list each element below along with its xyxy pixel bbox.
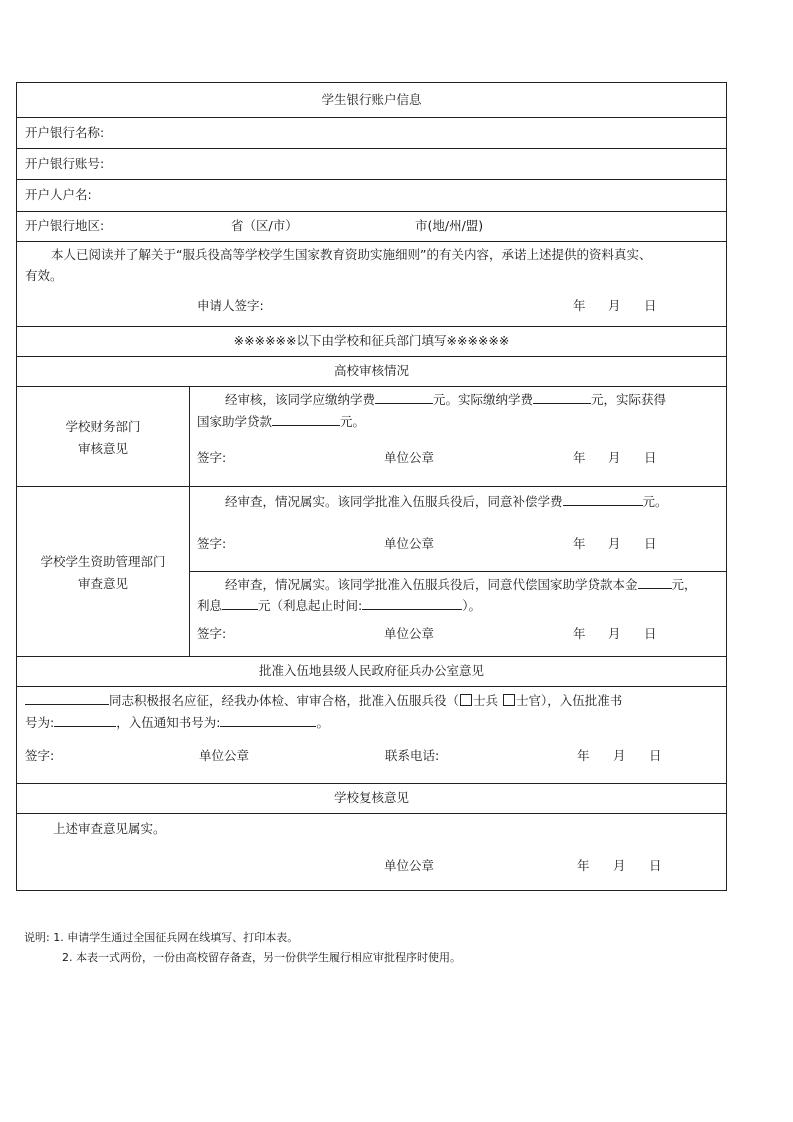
row-divider bbox=[17, 656, 726, 657]
row-divider bbox=[17, 783, 726, 784]
date-month: 月 bbox=[608, 450, 621, 465]
date-day: 日 bbox=[644, 626, 657, 641]
row-divider bbox=[17, 148, 726, 149]
aid-dept-label: 学校学生资助管理部门 bbox=[40, 554, 166, 569]
account-holder-label: 开户人户名: bbox=[25, 187, 92, 202]
application-form-table bbox=[16, 82, 727, 891]
bank-region-label: 开户银行地区: bbox=[25, 218, 105, 233]
date-month: 月 bbox=[608, 536, 621, 551]
date-year: 年 bbox=[573, 450, 586, 465]
row-divider bbox=[17, 813, 726, 814]
date-month: 月 bbox=[613, 858, 626, 873]
review-seal-label: 单位公章 bbox=[384, 858, 435, 873]
date-day: 日 bbox=[649, 858, 662, 873]
review-section-title: 学校复核意见 bbox=[333, 790, 409, 805]
finance-seal-label: 单位公章 bbox=[384, 450, 435, 465]
aid-seal-label: 单位公章 bbox=[384, 626, 435, 641]
soldier-checkbox bbox=[460, 694, 472, 706]
date-day: 日 bbox=[644, 298, 657, 313]
military-section-title: 批准入伍地县级人民政府征兵办公室意见 bbox=[258, 663, 484, 678]
bank-name-label: 开户银行名称: bbox=[25, 125, 105, 140]
column-divider bbox=[189, 386, 190, 656]
date-day: 日 bbox=[644, 450, 657, 465]
date-day: 日 bbox=[644, 536, 657, 551]
row-divider bbox=[17, 211, 726, 212]
row-divider bbox=[17, 486, 726, 487]
military-phone-label: 联系电话: bbox=[385, 748, 440, 763]
finance-text-line1: 经审核，该同学应缴纳学费 元。实际缴纳学费 元，实际获得 bbox=[225, 392, 667, 407]
date-year: 年 bbox=[573, 536, 586, 551]
account-number-label: 开户银行账号: bbox=[25, 156, 105, 171]
finance-dept-label: 学校财务部门 bbox=[65, 419, 141, 434]
review-text: 上述审查意见属实。 bbox=[53, 821, 166, 836]
military-sign-label: 签字: bbox=[25, 748, 55, 763]
declaration-line1: 本人已阅读并了解关于“服兵役高等学校学生国家教育资助实施细则”的有关内容，承诺上述提供的资料真实、 bbox=[51, 247, 652, 262]
date-month: 月 bbox=[613, 748, 626, 763]
row-divider bbox=[17, 686, 726, 687]
date-day: 日 bbox=[649, 748, 662, 763]
military-seal-label: 单位公章 bbox=[199, 748, 250, 763]
date-month: 月 bbox=[608, 626, 621, 641]
date-month: 月 bbox=[608, 298, 621, 313]
aid-seal-label: 单位公章 bbox=[384, 536, 435, 551]
date-year: 年 bbox=[577, 858, 590, 873]
finance-text-line2: 国家助学贷款 元。 bbox=[197, 414, 366, 429]
row-divider bbox=[17, 386, 726, 387]
row-divider bbox=[17, 356, 726, 357]
aid-tuition-text: 经审查，情况属实。该同学批准入伍服兵役后，同意补偿学费 元。 bbox=[225, 494, 668, 509]
row-divider bbox=[17, 241, 726, 242]
aid-loan-text-line2: 利息 元（利息起止时间: ）。 bbox=[197, 598, 481, 613]
city-label: 市(地/州/盟) bbox=[415, 218, 484, 233]
school-section-divider: ※※※※※※以下由学校和征兵部门填写※※※※※※ bbox=[233, 333, 510, 348]
military-text-line2: 号为: ，入伍通知书号为: 。 bbox=[25, 715, 329, 730]
row-divider bbox=[17, 117, 726, 118]
date-year: 年 bbox=[573, 298, 586, 313]
note-line1: 说明: 1. 申请学生通过全国征兵网在线填写、打印本表。 bbox=[24, 931, 299, 944]
account-section-title: 学生银行账户信息 bbox=[321, 92, 422, 107]
aid-sign-label: 签字: bbox=[197, 536, 227, 551]
row-divider bbox=[17, 179, 726, 180]
aid-dept-sublabel: 审查意见 bbox=[77, 576, 128, 591]
applicant-signature-label: 申请人签字: bbox=[197, 298, 264, 313]
date-year: 年 bbox=[573, 626, 586, 641]
finance-dept-sublabel: 审核意见 bbox=[77, 441, 128, 456]
row-divider bbox=[189, 571, 726, 572]
military-text-line1: 同志积极报名应征，经我办体检、审审合格，批准入伍服兵役（ 士兵 士官），入伍批准书 bbox=[25, 692, 622, 709]
officer-checkbox bbox=[503, 694, 515, 706]
note-line2: 2. 本表一式两份，一份由高校留存备查，另一份供学生履行相应审批程序时使用。 bbox=[62, 951, 461, 964]
finance-sign-label: 签字: bbox=[197, 450, 227, 465]
declaration-line2: 有效。 bbox=[25, 268, 63, 283]
aid-loan-text-line1: 经审查，情况属实。该同学批准入伍服兵役后，同意代偿国家助学贷款本金 元， bbox=[225, 577, 697, 592]
row-divider bbox=[17, 326, 726, 327]
aid-sign-label: 签字: bbox=[197, 626, 227, 641]
date-year: 年 bbox=[577, 748, 590, 763]
province-label: 省（区/市） bbox=[231, 218, 298, 233]
audit-section-title: 高校审核情况 bbox=[333, 363, 409, 378]
